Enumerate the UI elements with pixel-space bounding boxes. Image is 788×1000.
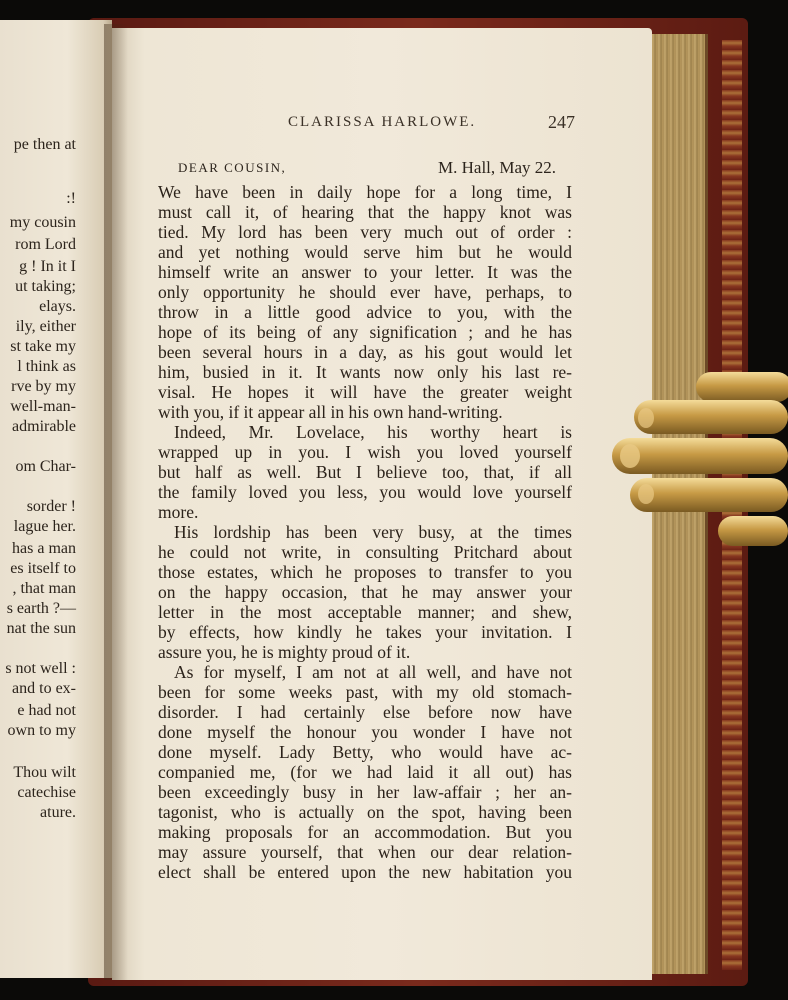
letter-body-line: letter in the most acceptable manner; and shew, [158,602,572,622]
left-page [0,20,112,978]
left-page-line: rom Lord [15,236,76,253]
letter-body-line: him, busied in it. It wants now only his last re- [158,362,572,382]
running-header: CLARISSA HARLOWE. [288,114,477,130]
letter-body-line: making proposals for an accommodation. But you [158,822,572,842]
left-page-line: well-man- [10,398,76,415]
letter-body-line: been several hours in a day, as his gout would let [158,342,572,362]
left-page-line: g ! In it I [19,258,76,275]
letter-body-line: more. [158,502,199,522]
letter-body-line: companied me, (for we had laid it all out) has [158,762,572,782]
left-page-line: ily, either [15,318,76,335]
left-page-line: nat the sun [6,620,76,637]
left-page-line: es itself to [10,560,76,577]
left-page-line: admirable [12,418,76,435]
letter-body-line: and yet nothing would serve him but he would [158,242,572,262]
letter-dateline: M. Hall, May 22. [438,158,557,177]
left-page-line: l think as [17,358,76,375]
letter-body-line: As for myself, I am not at all well, and have not [174,662,572,682]
letter-body-line: tied. My lord has been very much out of order : [158,222,572,242]
left-page-line: my cousin [9,214,76,231]
letter-body-line: but half as well. But I believe too, that, if all [158,462,572,482]
letter-body-line: wrapped up in you. I wish you loved yourself [158,442,572,462]
letter-body-line: may assure yourself, that when our dear relation- [158,842,572,862]
letter-body-line: disorder. I had certainly else before now have [158,702,572,722]
letter-body-line: done myself. Lady Betty, who would have ac- [158,742,572,762]
letter-body-line: throw in a little good advice to you, with the [158,302,572,322]
letter-body-line: His lordship has been very busy, at the times [174,522,572,542]
letter-salutation: DEAR COUSIN, [178,160,287,175]
left-page-line: catechise [17,784,76,801]
left-page-line: Thou wilt [13,764,76,781]
left-page-line: s not well : [5,660,76,677]
left-page-line: :! [66,190,76,207]
letter-body-line: the family loved you less, you would love yourself [158,482,572,502]
letter-body-line: visal. He hopes it will have the greater weight [158,382,572,402]
letter-body-line: been for some weeks past, with my old stomach- [158,682,572,702]
letter-body-line: must call it, of hearing that the happy knot was [158,202,572,222]
left-page-line: elays. [39,298,76,315]
letter-body-line: by effects, how kindly he takes your invitation. I [158,622,572,642]
letter-body-line: been exceedingly busy in her law-affair ; her an- [158,782,572,802]
left-page-line: rve by my [11,378,76,395]
letter-body-line: he could not write, in consulting Pritchard about [158,542,572,562]
page-number: 247 [548,112,575,132]
brass-hand-page-clip [610,366,788,550]
left-page-line: and to ex- [12,680,76,697]
letter-body-line: assure you, he is mighty proud of it. [158,642,411,662]
letter-body-line: hope of its being of any signification ; and he has [158,322,572,342]
left-page-line: own to my [7,722,76,739]
letter-body-line: tagonist, who is actually on the spot, having been [158,802,572,822]
letter-body-line: Indeed, Mr. Lovelace, his worthy heart is [174,422,572,442]
letter-body-line: with you, if it appear all in his own hand-writing. [158,402,503,422]
letter-body-line: only opportunity he should ever have, perhaps, to [158,282,572,302]
gutter-shadow [104,24,128,980]
letter-body-line: on the happy occasion, that he may answer your [158,582,572,602]
left-page-line: lague her. [13,518,76,535]
letter-body-line: himself write an answer to your letter. It was the [158,262,572,282]
left-page-line: has a man [12,540,76,557]
letter-body-line: elect shall be entered upon the new habitation you [158,862,572,882]
left-page-line: om Char- [15,458,76,475]
left-page-line: , that man [12,580,76,597]
letter-body-line: those estates, which he proposes to transfer to you [158,562,572,582]
letter-body-line: done myself the honour you wonder I have not [158,722,572,742]
left-page-line: ature. [40,804,76,821]
letter-body-line: We have been in daily hope for a long time, I [158,182,572,202]
left-page-line: ut taking; [15,278,76,295]
left-page-line: s earth ?— [6,600,76,617]
left-page-line: sorder ! [26,498,76,515]
left-page-line: st take my [10,338,76,355]
left-page-line: e had not [17,702,76,719]
left-page-line: pe then at [13,136,76,153]
